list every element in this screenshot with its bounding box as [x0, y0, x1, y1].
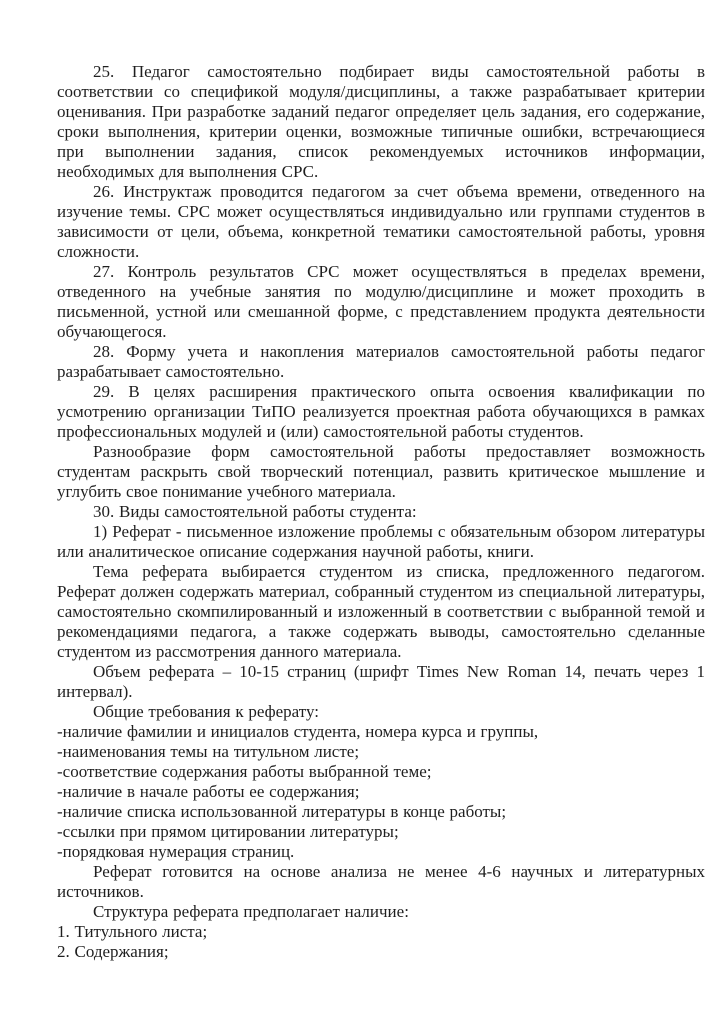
requirement-item-5: -наличие списка использованной литературы в конце работы;: [57, 802, 507, 821]
paragraph-referat-topic: Тема реферата выбирается студентом из списка, предложенного педагогом. Реферат должен содержать материал, собранный студентом из специальной литературы, самостоятельно скомпилированный и изложенный в соответствии с выбранной темой и рекомендациями педагога, а также содержать выводы, самостоятельно сделанные студентом из рассмотрения данного материала.: [57, 562, 705, 661]
paragraph-structure-heading: Структура реферата предполагает наличие:: [93, 902, 409, 921]
requirement-item-3: -соответствие содержания работы выбранной теме;: [57, 762, 432, 781]
requirement-item-4: -наличие в начале работы ее содержания;: [57, 782, 360, 801]
paragraph-28: 28. Форму учета и накопления материалов самостоятельной работы педагог разрабатывает самостоятельно.: [57, 342, 705, 381]
document-body: [57, 62, 705, 962]
structure-item-1: 1. Титульного листа;: [57, 922, 208, 941]
structure-item-2: 2. Содержания;: [57, 942, 169, 961]
requirement-item-2: -наименования темы на титульном листе;: [57, 742, 360, 761]
paragraph-referat-definition: 1) Реферат - письменное изложение проблемы с обязательным обзором литературы или аналитическое описание содержания научной работы, книги.: [57, 522, 705, 561]
requirement-item-6: -ссылки при прямом цитировании литературы;: [57, 822, 399, 841]
paragraph-referat-sources: Реферат готовится на основе анализа не менее 4-6 научных и литературных источников.: [57, 862, 705, 901]
paragraph-general-requirements-heading: Общие требования к реферату:: [93, 702, 319, 721]
paragraph-27: 27. Контроль результатов СРС может осуществляться в пределах времени, отведенного на учебные занятия по модулю/дисциплине и может проходить в письменной, устной или смешанной форме, с представлением продукта деятельности обучающегося.: [57, 262, 705, 341]
paragraph-26: 26. Инструктаж проводится педагогом за счет объема времени, отведенного на изучение темы. СРС может осуществляться индивидуально или группами студентов в зависимости от цели, объема, конкретной тематики самостоятельной работы, уровня сложности.: [57, 182, 705, 261]
requirement-item-1: -наличие фамилии и инициалов студента, номера курса и группы,: [57, 722, 539, 741]
paragraph-25: 25. Педагог самостоятельно подбирает виды самостоятельной работы в соответствии со спецификой модуля/дисциплины, а также разрабатывает критерии оценивания. При разработке заданий педагог определяет цель задания, его содержание, сроки выполнения, критерии оценки, возможные типичные ошибки, встречающиеся при выполнении задания, список рекомендуемых источников информации, необходимых для выполнения СРС.: [57, 62, 705, 181]
requirement-item-7: -порядковая нумерация страниц.: [57, 842, 295, 861]
paragraph-variety-of-forms: Разнообразие форм самостоятельной работы предоставляет возможность студентам раскрыть свой творческий потенциал, развить критическое мышление и углубить свое понимание учебного материала.: [57, 442, 705, 501]
paragraph-29: 29. В целях расширения практического опыта освоения квалификации по усмотрению организации ТиПО реализуется проектная работа обучающихся в рамках профессиональных модулей и (или) самостоятельной работы студентов.: [57, 382, 705, 441]
paragraph-30-heading: 30. Виды самостоятельной работы студента:: [93, 502, 417, 521]
paragraph-referat-volume: Объем реферата – 10-15 страниц (шрифт Times New Roman 14, печать через 1 интервал).: [57, 662, 705, 701]
